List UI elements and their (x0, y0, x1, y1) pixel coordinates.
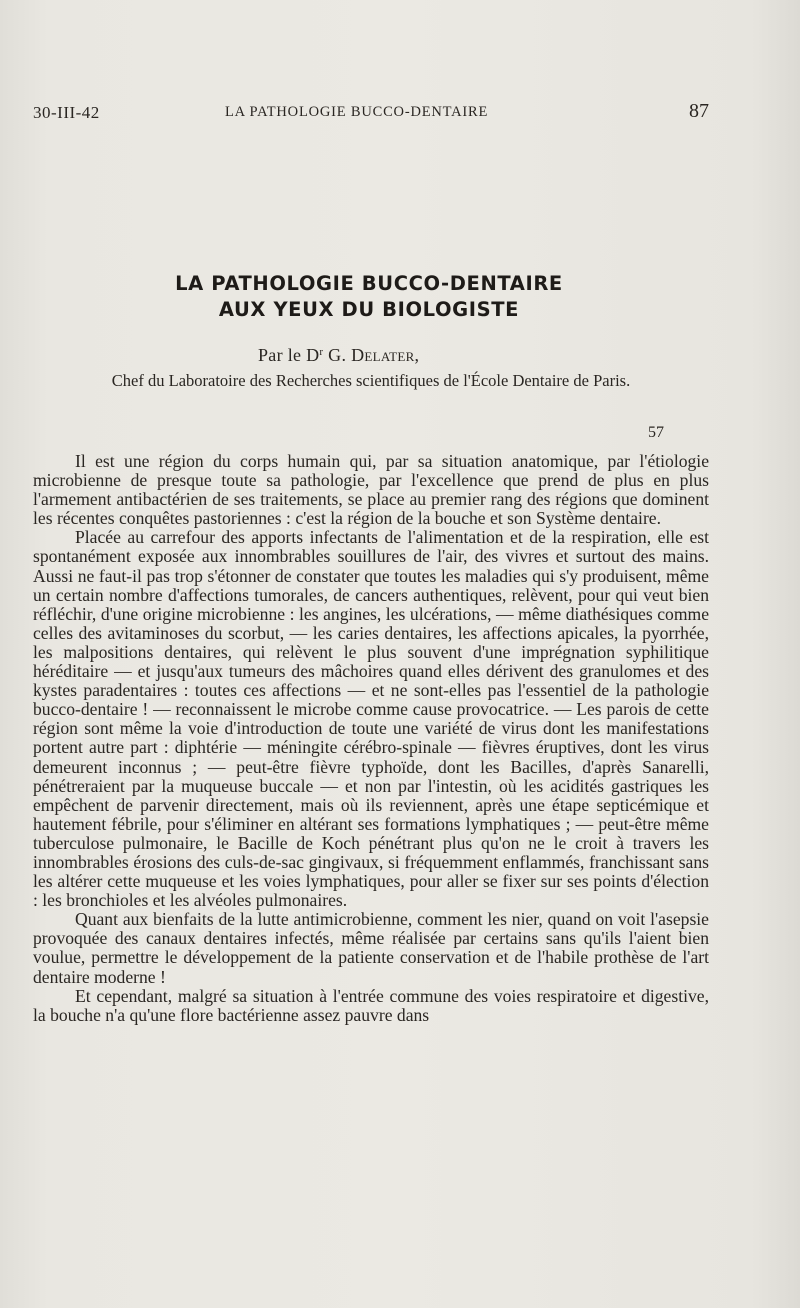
byline-superscript: r (319, 346, 324, 358)
article-title-line-2: AUX YEUX DU BIOLOGISTE (218, 298, 520, 321)
running-head (33, 101, 709, 125)
article-title-line-1: LA PATHOLOGIE BUCCO-DENTAIRE (175, 272, 563, 295)
author-byline (258, 345, 419, 366)
paragraph: Et cependant, malgré sa situation à l'entrée commune des voies respiratoire et digestive, la bouche n'a qu'une flore bactérienne assez pauvre dans (33, 985, 709, 1025)
issue-date: 30-III-42 (33, 103, 100, 122)
paragraph: Il est une région du corps humain qui, par sa situation anatomique, par l'étiologie microbienne de presque toute sa pathologie, par l'excellence que prend de plus en plus l'armement antibactérien de ses traitements, se place au premier rang des régions que dominent les récentes conquêtes pastoriennes : c'est la région de la bouche et son Système dentaire. (33, 451, 709, 529)
page-number: 87 (689, 100, 709, 122)
byline-prefix: Par le D (258, 345, 320, 365)
running-title: LA PATHOLOGIE BUCCO-DENTAIRE (225, 104, 489, 120)
paragraph: Quant aux bienfaits de la lutte antimicrobienne, comment les nier, quand on voit l'asepsie provoquée des canaux dentaires infectés, même réalisée par certains sans qu'ils l'aient bien voulue, permettre le développement de la patiente conservation et de l'habile prothèse de l'art dentaire moderne ! (33, 909, 709, 987)
author-name: G. Delater, (328, 345, 420, 365)
paragraph: Placée au carrefour des apports infectants de l'alimentation et de la respiration, elle est spontanément exposée aux innombrables souillures de l'air, des vivres et surtout des mains. Aussi ne faut-il pas trop s'étonner de constater que toutes les maladies qui s'y produisent, même un certain nombre d'affections tumorales, de cancers authentiques, relèvent, pour qui veut bien réfléchir, d'une origine microbienne : les angines, les ulcérations, — même diathésiques comme celles des avitaminoses du scorbut, — les caries dentaires, les affections apicales, la pyorrhée, les malpositions dentaires, qui relèvent le plus souvent d'une imprégnation syphilitique héréditaire — et jusqu'aux tumeurs des mâchoires quand elles dérivent des granulomes et des kystes paradentaires : toutes ces affections — et ne sont-elles pas l'essentiel de la pathologie bucco-dentaire ! — reconnaissent le microbe comme cause provocatrice. — Les parois de cette région sont même la voie d'introduction de toute une variété de virus dont les manifestations portent autre part : diphtérie — méningite cérébro-spinale — fièvres éruptives, dont les virus demeurent inconnus ; — peut-être fièvre typhoïde, dont les Bacilles, d'après Sanarelli, pénétreraient par la muqueuse buccale — et non par l'intestin, où les acidités gastriques les empêchent de parvenir directement, mais où ils reviennent, après une étape septicémique et hautement fébrile, pour s'éliminer en altérant ses formations lymphatiques ; — peut-être même tuberculose pulmonaire, le Bacille de Koch pénétrant plus qu'on ne le croit à travers les innombrables érosions des culs-de-sac gingivaux, si fréquemment enflammés, franchissant sans les altérer cette muqueuse et les voies lymphatiques, pour aller se fixer sur ses points d'élection : les bronchioles et les alvéoles pulmonaires. (33, 527, 709, 911)
author-affiliation: Chef du Laboratoire des Recherches scientifiques de l'École Dentaire de Paris. (111, 371, 631, 390)
article-body (33, 452, 709, 1025)
article-number: 57 (648, 424, 664, 441)
